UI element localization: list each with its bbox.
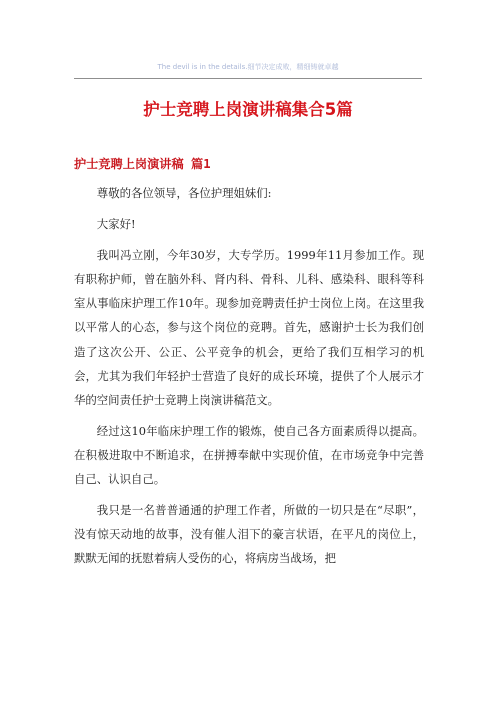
header-divider (74, 78, 422, 79)
greeting-paragraph: 大家好! (96, 217, 136, 232)
section-heading: 护士竞聘上岗演讲稿 篇1 (74, 157, 211, 171)
body-paragraph: 我叫冯立刚，今年30岁，大专学历。1999年11月参加工作。现有职称护师，曾在脑外科、肾内科、骨科、儿科、感染科、眼科等科室从事临床护理工作10年。现参加竞聘责任护士岗位上岗。在这里我以平常人的心态，参与这个岗位的竞聘。首先，感谢护士长为我们创造了这次公开、公正、公平竞争的机会，更给了我们互相学习的机会，尤其为我们年轻护士营造了良好的成长环境，提供了个人展示才华的空间责任护士竞聘上岗演讲稿范文。 (74, 248, 424, 407)
body-paragraph: 我只是一名普普通通的护理工作者，所做的一切只是在“尽职”，没有惊天动地的故事，没有催人泪下的豪言状语，在平凡的岗位上，默默无闻的抚慰着病人受伤的心，将病房当战场，把 (74, 503, 424, 566)
page-header: The devil is in the details.细节决定成败，精细铸就卓越 (157, 63, 339, 71)
document-title: 护士竞聘上岗演讲稿集合5篇 (143, 100, 353, 119)
document-body (74, 181, 424, 577)
body-paragraph: 经过这10年临床护理工作的锻炼，使自己各方面素质得以提高。在积极进取中不断追求，在拼搏奉献中实现价值，在市场竞争中完善自己、认识自己。 (74, 423, 424, 487)
salutation-paragraph: 尊敬的各位领导，各位护理姐妹们: (96, 186, 272, 200)
